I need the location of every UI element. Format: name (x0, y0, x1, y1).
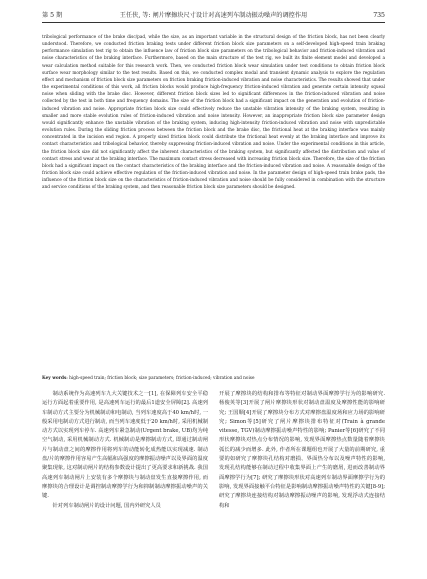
running-title: 王任侠, 等: 闸片摩擦块尺寸设计对高速列车制动振动噪声的调控作用 (119, 12, 308, 19)
body-right-column (219, 390, 385, 511)
keywords-label: Key words (42, 376, 67, 381)
running-header (42, 10, 385, 23)
keywords-text: : high-speed train; friction block; size parameters; friction-induced; vibration and noise (66, 376, 255, 381)
keywords (42, 375, 385, 382)
paragraph: 制动系统作为高速列车九大关键技术之一[1], 在保障列车安全平稳运行方面起着重要作用, 是高速列车运行的最后1道安全屏障[2]. 高速列车制动方式主要分为机械制动和电制动, 当列车速度高于40 km/h时, 一般采用电制动方式进行制动, 而当列车速度低于20 km/h时, 采用机械制动方式以实现列车停车. 高速列车紧急制动(Urgent brake, UB)均为纯空气制动, 采用机械制动方式. 机械制动是摩擦制动方式, 即通过制动闸片与制动盘之间的摩擦作用将列车的动能转化成热能以实现减速. 制动盘/片的摩擦作用容易产生高幅和高强度的摩擦振动噪声以及界面的温度聚集现象, 这对制动闸片的结构参数设计提出了更高要求和新挑战. 我国高速列车制动闸片上安装有多个摩擦块与制动盘发生直接摩擦作用, 而摩擦块的合理设计是调控制动摩擦学行为和抑制制动摩擦振动噪声的关键. (42, 391, 208, 500)
page-number: 735 (373, 12, 385, 19)
issue-number: 第 5 期 (42, 12, 63, 19)
paragraph: 针对列车制动闸片的设计问题, 国内外研究人员 (52, 502, 161, 509)
paragraph: 开展了摩擦块的结构和排布等特征对制动界面摩擦学行为的影响研究. 杨俊英等[3]开展了闸片摩擦块形状对制动盘温度及摩擦性能的影响研究; 王国顺[4]开展了摩擦块分布方式对摩擦盘温度场和应力场的影响研究; Simon等[5]研究了闸片摩擦块排布特征对(Train à grande vitesse, TGV)制动摩擦振动噪声特性的影响; Panier等[6]研究了不同形状摩擦块对热点分布情况的影响, 发现界面摩擦热点数量随着摩擦块弧长的减少而增多. 此外, 作者所在课题组也开展了大量的前期研究, 重要的如研究了摩擦块孔结构对磨损、界面热分布以及噪声特性的影响, 发现孔结构能够在制动过程中收集界面上产生的磨屑, 进而改善制动界面摩擦学行为[7]; 研究了摩擦块形状对高速列车制动界面摩擦学行为的影响, 发现界面接触平台特征是影响制动摩擦振动噪声特性的关键[8-9]; 研究了摩擦块连接结构对制动摩擦振动噪声的影响, 发现浮动式连接结构和 (219, 391, 385, 509)
english-abstract: tribological performance of the brake disc/pad, while the size, as an important variable in the structural design of the friction block, has not been clearly understood. Therefore, we conducted friction braking tests under different friction block size parameters on a self-developed high-speed train braking performance simulation test rig to obtain the influence law of friction block size parameters on the tribological behavior and friction-induced vibration and noise characteristics of the braking interface. Furthermore, based on the main structure of the test rig, we built its finite element model and developed a wear calculation method suitable for this research work. Then, we conducted friction block wear simulation under test conditions to obtain friction block surface wear morphology similar to the test results. Based on this, we conducted complex modal and transient dynamic analysis to explore the regulation effect and mechanism of friction block size parameters on friction braking friction-induced vibration and noise characteristics. The results showed that under the experimental conditions of this work, all friction blocks would produce high-frequency friction-induced vibration and generate certain intensity squeal noise when sliding with the brake disc. However, different friction block sizes led to significant differences in the friction-induced vibration and noise collected by the test in both time and frequency domains. The size of the friction block had a significant impact on the generation and evolution of friction-induced vibration and noise. Appropriate friction block size could effectively reduce the unstable vibration intensity of the braking system, resulting in smaller and more stable evolution rules of friction-induced vibration and noise intensity. However, an inappropriate friction block size parameter design would significantly enhance the unstable vibration of the braking system, inducing high-intensity friction-induced vibration and noise with unpredictable evolution rules. During the sliding friction process between the friction block and the brake disc, the frictional heat at the braking interface was mainly concentrated in the incision end region. A properly sized friction block could distribute the frictional heat evenly at the braking interface and improve its contact characteristics and tribological behavior, thereby suppressing friction-induced vibration and noise. Under the experimental conditions in this article, the friction block size did not significantly affect the inherent characteristics of the braking system, but significantly affected the distribution and value of contact stress and wear at the braking interface. The maximum contact stress decreased with increasing friction block size. Therefore, the size of the friction block had a significant impact on the contact characteristics of the braking interface and the friction-induced vibration and noise. A reasonable design of the friction block size could achieve effective regulation of the friction-induced vibration and noise. In the parameter design of high-speed train brake pads, the influence of the friction block size on the characteristics of friction-induced vibration and noise should be fully considered in combination with the structure and service conditions of the braking system, and then reasonable friction block size parameters should be designed. (42, 35, 385, 191)
body-left-column (42, 390, 208, 511)
